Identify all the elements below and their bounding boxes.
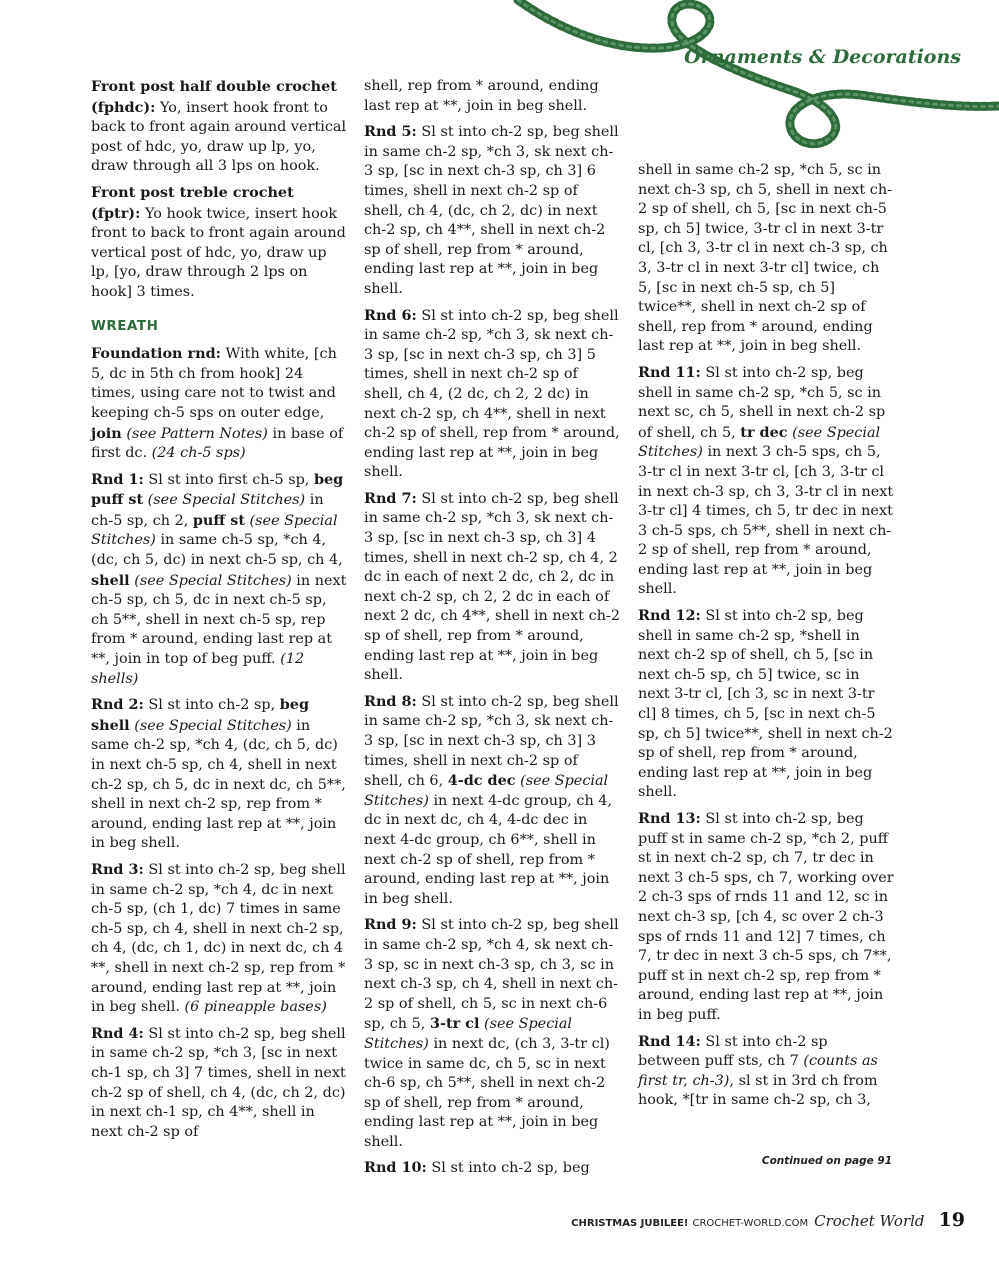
round-text: Sl st into ch-2 sp, beg shell in same ch-2 sp, *ch 5, sc in next sc, ch 5, shell in next ch-2 sp of shell, ch 5,	[638, 364, 886, 441]
round-1	[91, 470, 347, 690]
round-foundation	[91, 344, 347, 464]
round-4	[91, 1024, 347, 1143]
round-7	[364, 489, 620, 686]
round-text: Sl st into ch-2 sp, beg shell in same ch-2 sp, *ch 3, [sc in next ch-1 sp, ch 3] 7 times, shell in next ch-2 sp of shell, ch 4, (dc, ch 2, dc) in next ch-1 sp, ch 4**, shell in next ch-2 sp of	[91, 1025, 346, 1140]
reference-note: (see Special Stitches)	[129, 572, 292, 589]
round-12	[638, 606, 894, 803]
round-label: Rnd 1:	[91, 470, 144, 488]
stitch-text: Yo hook twice, insert hook front to back to front again around vertical post of hdc, yo, draw up lp, [yo, draw through 2 lps on hook] 3 times.	[91, 205, 346, 300]
round-2	[91, 695, 347, 854]
stitch-term: 4-dc dec	[447, 772, 516, 790]
round-label: Rnd 6:	[364, 306, 417, 324]
stitch-definition-fptr	[91, 183, 347, 303]
round-text: Sl st into ch-2 sp, beg shell in same ch-2 sp, *ch 4, dc in next ch-5 sp, (ch 1, dc) 7 times in same ch-5 sp, ch 4, shell in next ch-2 sp, ch 4, (dc, ch 1, dc) in next dc, ch 4 **, shell in next ch-2 sp, rep from * around, ending last rep at **, join in beg shell.	[91, 861, 346, 1016]
round-label: Rnd 14:	[638, 1032, 701, 1050]
stitch-name: Front post treble crochet (fptr):	[91, 183, 294, 222]
round-5	[364, 122, 620, 299]
reference-note: (see Special Stitches)	[143, 492, 306, 509]
round-4-continued: shell, rep from * around, ending last rep at **, join in beg shell.	[364, 78, 599, 114]
stitch-term: tr dec	[740, 423, 788, 441]
text-column-2	[364, 77, 620, 1185]
round-label: Rnd 12:	[638, 607, 701, 625]
stitch-term: puff st	[192, 511, 245, 529]
reference-note: (see Pattern Notes)	[121, 425, 268, 442]
page-number: 19	[938, 1209, 965, 1231]
stitch-text: Yo, insert hook front to back to front again around vertical post of hdc, yo, draw up lp, yo, draw through all 3 lps on hook.	[91, 99, 347, 175]
round-8	[364, 692, 620, 910]
round-text: , sl st in 3rd ch from hook, *[tr in same ch-2 sp, ch 3,	[638, 1072, 878, 1109]
stitch-term: beg puff st	[91, 470, 344, 509]
round-text: Sl st into ch-2 sp, beg shell in same ch-2 sp, *ch 3, sk next ch-3 sp, [sc in next ch-3 sp, ch 3] 6 times, shell in next ch-2 sp of shell, ch 4, (dc, ch 2, dc) in next ch-2 sp, ch 4**, shell in next ch-2 sp of shell, rep from * around, ending last rep at **, join in beg shell.	[364, 124, 619, 297]
stitch-definition-fphdc	[91, 77, 347, 177]
round-13	[638, 809, 894, 1026]
reference-note: (see Special Stitches)	[638, 424, 881, 461]
stitch-term: 3-tr cl	[429, 1015, 480, 1033]
round-label: Rnd 4:	[91, 1024, 144, 1042]
round-text: Sl st into ch-2 sp,	[143, 697, 280, 714]
round-3	[91, 860, 347, 1018]
round-text: Sl st into ch-2 sp, beg shell in same ch-2 sp, *ch 3, sk next ch-3 sp, [sc in next ch-3 sp, ch 3] 3 times, shell in next ch-2 sp of shell, ch 6,	[364, 693, 619, 790]
round-10-continued: shell in same ch-2 sp, *ch 5, sc in next ch-3 sp, ch 5, shell in next ch-2 sp of shell, ch 5, [sc in next ch-5 sp, ch 5] twice, 3-tr cl in next 3-tr cl, [ch 3, 3-tr cl in next ch-3 sp, ch 3, 3-tr cl in next 3-tr cl] twice, ch 5, [sc in next ch-5 sp, ch 5] twice**, shell in next ch-2 sp of shell, rep from * around, ending last rep at **, join in beg shell.	[638, 162, 892, 355]
round-text: Sl st into first ch-5 sp,	[143, 471, 314, 488]
stitch-term: join	[91, 424, 122, 442]
round-label: Rnd 2:	[91, 696, 144, 714]
round-label: Rnd 7:	[364, 489, 417, 507]
round-text: Sl st into ch-2 sp, beg puff st in same ch-2 sp, *ch 2, puff st in next ch-2 sp, ch 7, tr dec in next 3 ch-5 sps, ch 7, working over 2 ch-3 sps of rnds 11 and 12, sc in next ch-3 sp, [ch 4, sc over 2 ch-3 sps of rnds 11 and 12] 7 times, ch 7, tr dec in next 3 ch-5 sps, ch 7**, puff st in next ch-2 sp, rep from * around, ending last rep at **, join in beg puff.	[638, 811, 894, 1023]
round-text: in next 3 ch-5 sps, ch 5, 3-tr cl in next 3-tr cl, [ch 3, 3-tr cl in next ch-3 sp, ch 3, 3-tr cl in next 3-tr cl] 4 times, ch 5, tr dec in next 3 ch-5 sps, ch 5**, shell in next ch-2 sp of shell, rep from * around, ending last rep at **, join in beg shell.	[638, 444, 894, 598]
stitch-count: (24 ch-5 sps)	[151, 445, 246, 462]
round-text: Sl st into ch-2 sp, beg shell in same ch-2 sp, *ch 3, sk next ch-3 sp, [sc in next ch-3 sp, ch 3] 4 times, shell in next ch-2 sp, ch 4, 2 dc in each of next 2 dc, ch 2, dc in next ch-2 sp, ch 2, 2 dc in each of next 2 dc, ch 4**, shell in next ch-2 sp of shell, rep from * around, ending last rep at **, join in beg shell.	[364, 490, 621, 684]
round-label: Rnd 11:	[638, 363, 701, 381]
round-text: Sl st into ch-2 sp between puff sts, ch 7	[638, 1033, 828, 1070]
section-title: Ornaments & Decorations	[684, 46, 961, 68]
reference-note: (see Special Stitches)	[91, 512, 338, 549]
website: CROCHET-WORLD.COM	[692, 1218, 809, 1229]
round-label: Rnd 13:	[638, 810, 701, 827]
stitch-count: (6 pineapple bases)	[184, 999, 327, 1016]
reference-note: (see Special Stitches)	[364, 1016, 573, 1052]
round-text: Sl st into ch-2 sp, beg shell in same ch-2 sp, *shell in next ch-2 sp of shell, ch 5, [sc in next ch-5 sp, ch 5] twice, sc in next 3-tr cl, [ch 3, sc in next 3-tr cl] 8 times, ch 5, [sc in next ch-5 sp, ch 5] twice**, shell in next ch-2 sp of shell, rep from * around, ending last rep at **, join in beg shell.	[638, 608, 893, 801]
wreath-heading: WREATH	[91, 317, 159, 334]
round-label: Rnd 8:	[364, 692, 417, 710]
round-text: in base of first dc.	[91, 425, 344, 462]
stitch-name: Front post half double crochet (fphdc):	[91, 78, 337, 116]
round-text: Sl st into ch-2 sp, beg shell in same ch-2 sp, *ch 4, sk next ch-3 sp, sc in next ch-3 sp, ch 3, sc in next ch-3 sp, ch 4, shell in next ch-2 sp of shell, ch 5, sc in next ch-6 sp, ch 5,	[364, 917, 619, 1033]
round-label: Rnd 10:	[364, 1159, 427, 1177]
reference-note: (see Special Stitches)	[129, 717, 292, 734]
round-6	[364, 306, 620, 483]
magazine-name: Crochet World	[814, 1212, 925, 1230]
reference-note: (see Special Stitches)	[364, 773, 609, 809]
round-text: in ch-5 sp, ch 2,	[91, 492, 324, 529]
round-text: in next dc, (ch 3, 3-tr cl) twice in same dc, ch 5, sc in next ch-6 sp, ch 5**, shell in next ch-2 sp of shell, rep from * around, ending last rep at **, join in beg shell.	[364, 1035, 610, 1150]
stitch-count: (12 shells)	[91, 651, 305, 687]
round-text: in next ch-5 sp, ch 5, dc in next ch-5 sp, ch 5**, shell in next ch-5 sp, rep from * around, ending last rep at **, join in top of beg puff.	[91, 572, 347, 668]
issue-name: CHRISTMAS JUBILEE!	[571, 1218, 689, 1229]
continued-note: Continued on page 91	[761, 1155, 892, 1167]
round-text: Sl st into ch-2 sp, beg	[426, 1160, 590, 1177]
stitch-term: beg shell	[91, 696, 310, 734]
page-footer	[571, 1209, 965, 1231]
round-text: in next 4-dc group, ch 4, dc in next dc, ch 4, 4-dc dec in next 4-dc group, ch 6**, shell in next ch-2 sp of shell, rep from * around, ending last rep at **, join in beg shell.	[364, 792, 613, 907]
round-10	[364, 1158, 620, 1179]
round-14	[638, 1032, 894, 1111]
round-text: in same ch-2 sp, *ch 4, (dc, ch 5, dc) in next ch-5 sp, ch 4, shell in next ch-2 sp, ch 5, dc in next dc, ch 5**, shell in next ch-2 sp, rep from * around, ending last rep at **, join in beg shell.	[91, 717, 346, 852]
text-column-1	[91, 77, 347, 1148]
round-label: Rnd 5:	[364, 123, 417, 141]
round-9	[364, 915, 620, 1152]
round-text: With white, [ch 5, dc in 5th ch from hook] 24 times, using care not to twist and keeping ch-5 sps on outer edge,	[91, 346, 337, 421]
round-label: Foundation rnd:	[91, 345, 221, 363]
round-label: Rnd 9:	[364, 916, 417, 934]
text-column-3	[638, 161, 894, 1117]
round-text: Sl st into ch-2 sp, beg shell in same ch-2 sp, *ch 3, sk next ch-3 sp, [sc in next ch-3 sp, ch 3] 5 times, shell in next ch-2 sp of shell, ch 4, (2 dc, ch 2, 2 dc) in next ch-2 sp, ch 4**, shell in next ch-2 sp of shell, rep from * around, ending last rep at **, join in beg shell.	[364, 307, 620, 481]
stitch-term: shell	[91, 571, 130, 589]
reference-note: (counts as first tr, ch-3)	[638, 1053, 878, 1089]
round-text: in same ch-5 sp, *ch 4, (dc, ch 5, dc) in next ch-5 sp, ch 4,	[91, 532, 343, 569]
round-11	[638, 363, 894, 600]
round-label: Rnd 3:	[91, 860, 144, 878]
